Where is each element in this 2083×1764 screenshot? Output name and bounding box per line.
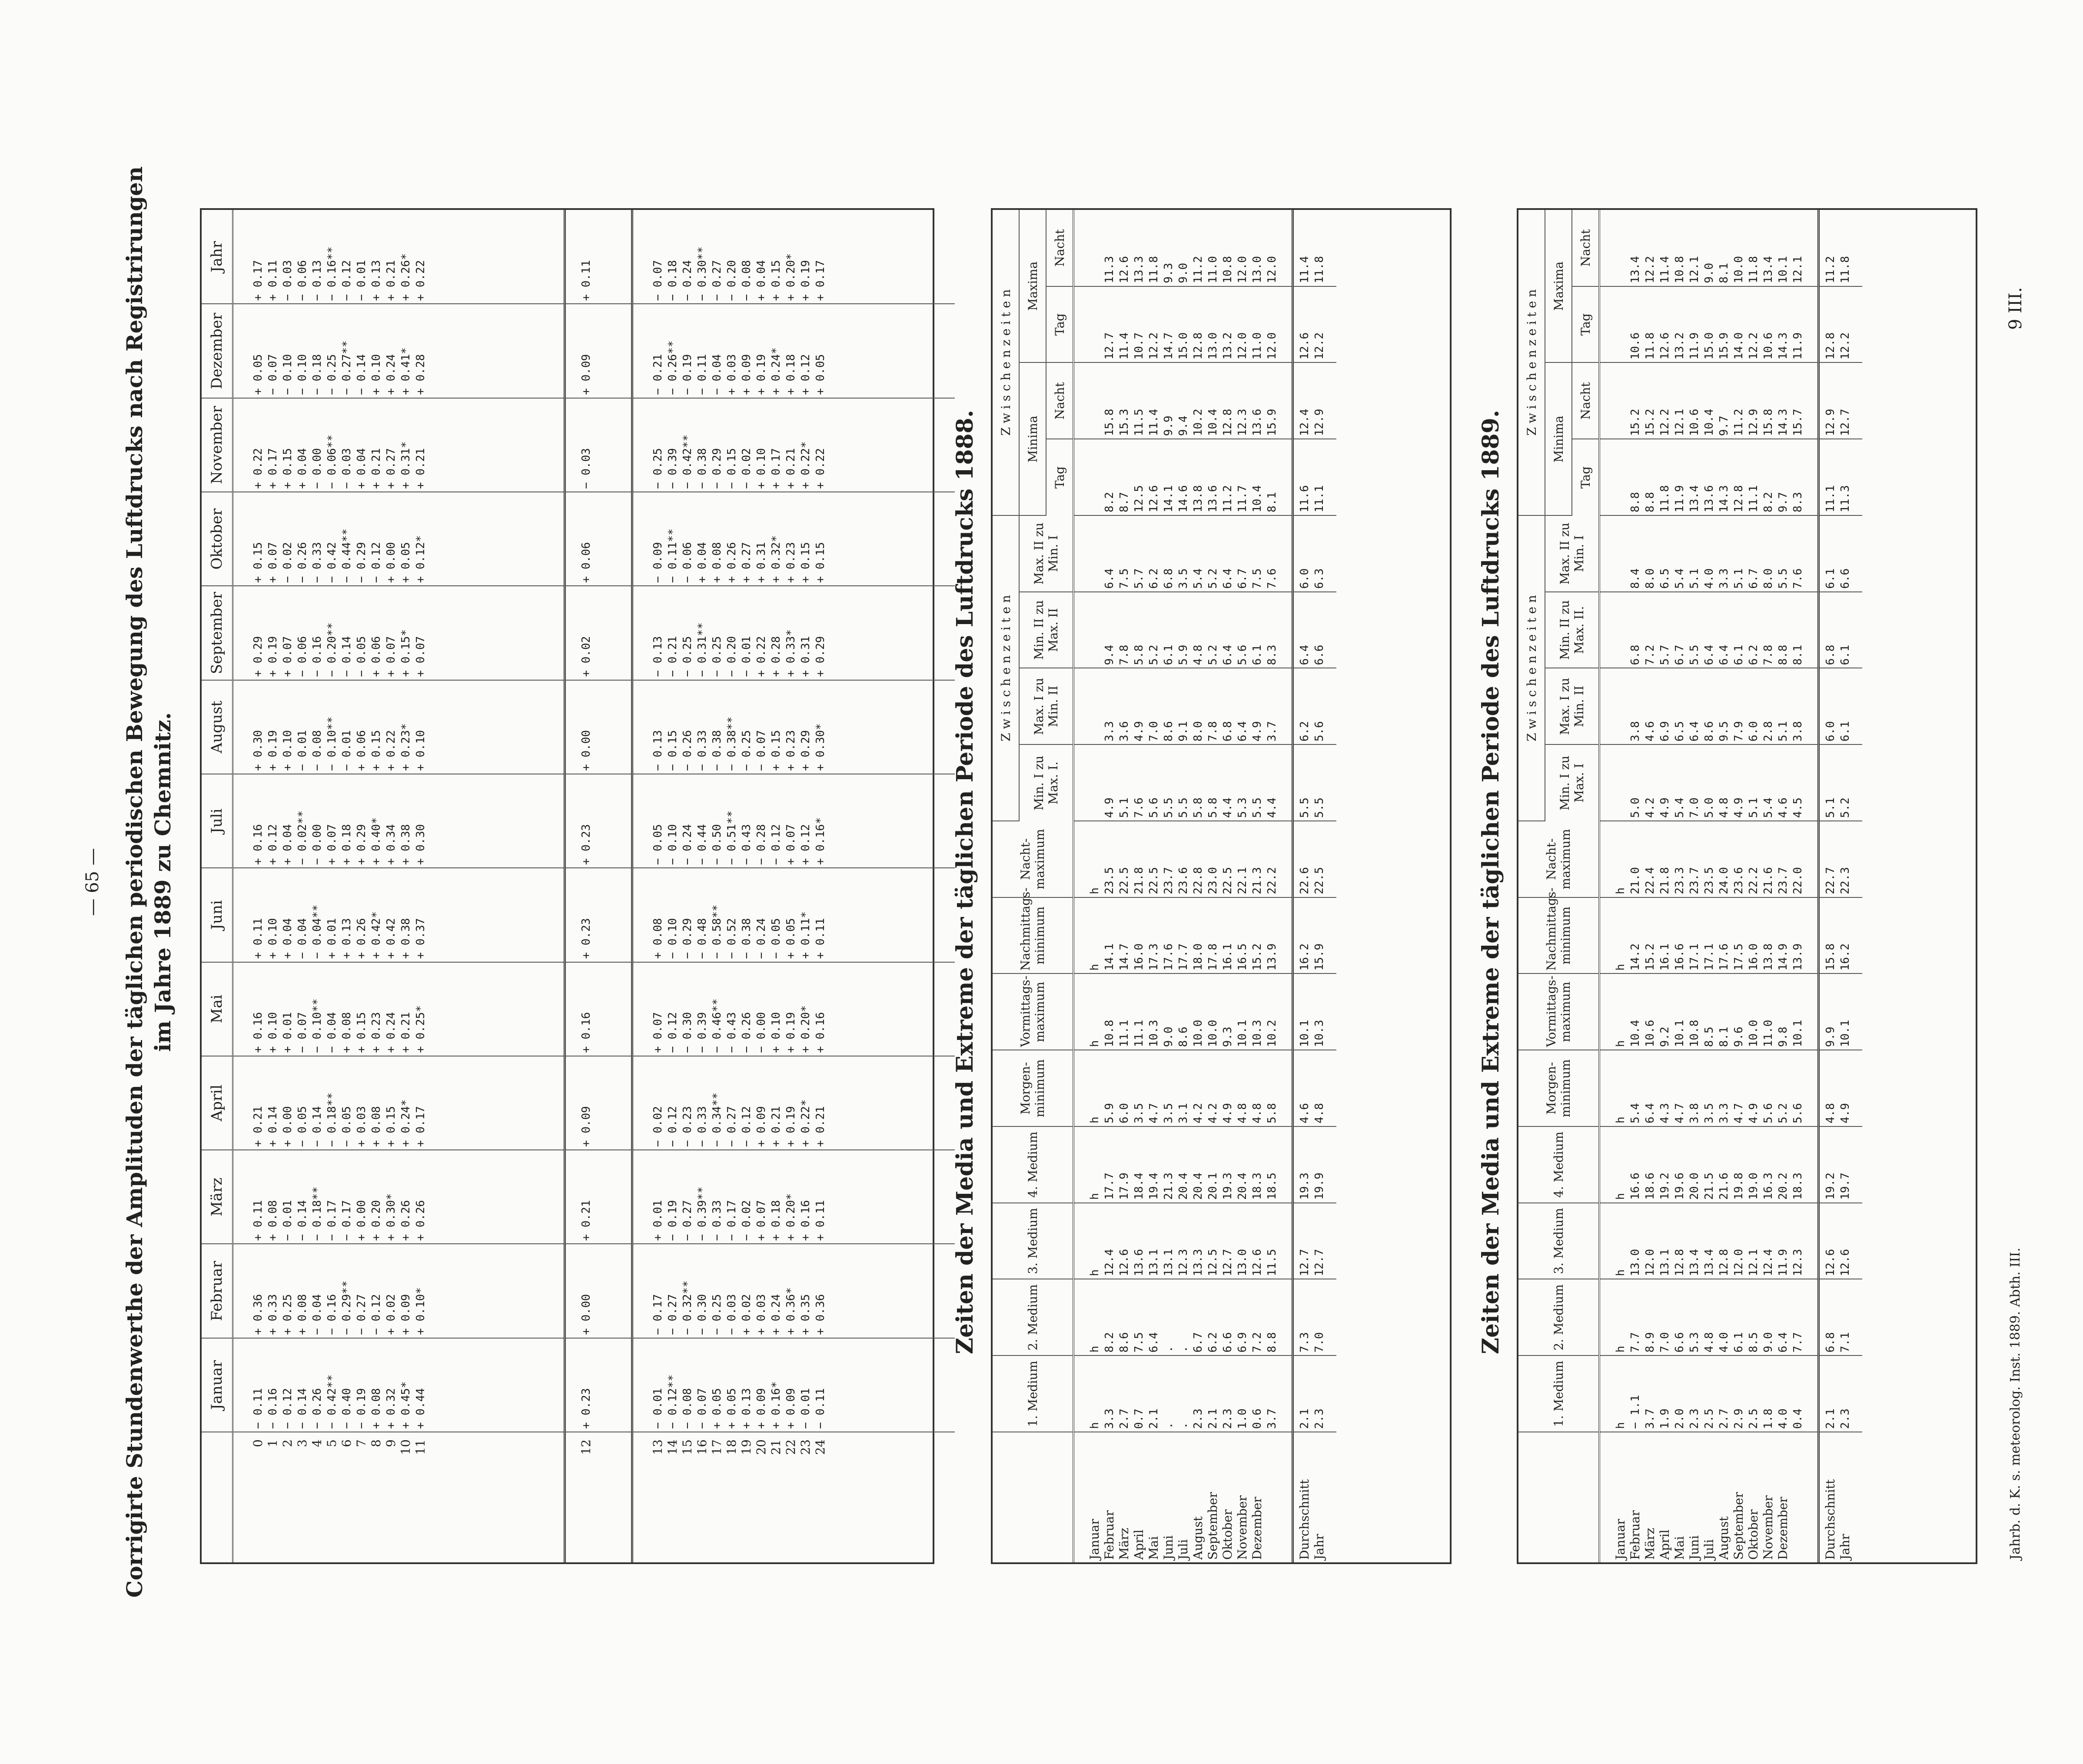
zwischenzeiten-header: Z w i s c h e n z e i t e n — [993, 210, 1019, 515]
col-header: 4. Medium — [993, 1126, 1073, 1203]
col-header: Max. I zu Min. II — [1545, 668, 1599, 745]
summary-cell: 6.8 7.1 — [1819, 1279, 1863, 1356]
data-cell: + 0.09 — [565, 1056, 632, 1150]
col-header: November — [202, 398, 233, 492]
data-cell: − 0.17 − 0.27 − 0.32** − 0.30 − 0.25 − 0.03 + 0.02 + 0.03 + 0.24 + 0.36* + 0.35 + 0.36 — [632, 1244, 955, 1338]
data-cell: + 0.08 − 0.10 − 0.29 − 0.48 − 0.58** − 0.52 − 0.38 − 0.24 − 0.05 + 0.05 + 0.11* + 0.11 — [632, 868, 955, 962]
zwischenzeiten-header: Z w i s c h e n z e i t e n — [1518, 515, 1545, 821]
data-cell: + 0.15 + 0.07 − 0.02 − 0.26 − 0.33 − 0.42 − 0.44** − 0.29 − 0.12 + 0.00 + 0.05 + 0.12* — [233, 492, 565, 586]
data-cell: − 0.13 − 0.15 − 0.26 − 0.33 − 0.38 − 0.38** − 0.25 − 0.07 + 0.15 + 0.23 + 0.29 + 0.30* — [632, 680, 955, 774]
col-header: Tag — [1046, 439, 1073, 515]
col-header: 2. Medium — [993, 1279, 1073, 1356]
data-cell: + 0.07 − 0.12 − 0.30 − 0.39 − 0.46** − 0.43 − 0.26 − 0.00 + 0.10 + 0.19 + 0.20* + 0.16 — [632, 962, 955, 1056]
summary-cell: 11.4 11.8 — [1293, 210, 1337, 286]
minima-header: Minima — [1019, 363, 1046, 516]
hour-12: 12 — [565, 1432, 632, 1562]
data-cell: h 23.5 22.5 21.8 22.5 23.7 23.6 22.8 23.0 22.5 22.1 21.3 22.2 — [1073, 821, 1293, 897]
data-cell: 3.8 4.6 6.9 6.5 6.4 8.6 9.5 7.9 6.0 2.8 5.1 3.8 — [1599, 668, 1819, 745]
summary-cell: 6.1 6.6 — [1819, 515, 1863, 592]
data-cell: + 0.00 — [565, 1244, 632, 1338]
hour-column-header — [202, 1432, 233, 1562]
col-header: Morgen-minimum — [993, 1050, 1073, 1126]
summary-cell: 15.8 16.2 — [1819, 897, 1863, 974]
data-cell: − 0.13 − 0.21 − 0.25 − 0.31** − 0.25 − 0.20 − 0.01 + 0.22 + 0.28 + 0.33* + 0.31 + 0.29 — [632, 586, 955, 680]
month-labels: Januar Februar März April Mai Juni Juli August September Oktober November Dezember — [1087, 1492, 1264, 1560]
summary-cell: 11.1 11.3 — [1819, 439, 1863, 515]
signature-mark: 9 III. — [2006, 287, 2026, 330]
data-cell: − 0.21 − 0.26** − 0.19 − 0.11 − 0.04 + 0.03 + 0.09 + 0.19 + 0.24* + 0.18 + 0.12 + 0.05 — [632, 304, 955, 398]
col-header: Max. II zu Min. I — [1545, 515, 1599, 592]
summary-cell: 4.6 4.8 — [1293, 1050, 1337, 1126]
col-header: Vormittags-maximum — [993, 974, 1073, 1050]
data-cell: − 0.09 − 0.11** − 0.06 + 0.04 + 0.08 + 0.26 + 0.27 + 0.31 + 0.32* + 0.23 + 0.15 + 0.15 — [632, 492, 955, 586]
col-header: Nachmittags-minimum — [993, 897, 1073, 974]
data-cell: 12.7 11.4 10.7 12.2 14.7 15.0 12.8 13.0 13.2 12.0 11.0 12.0 — [1073, 286, 1293, 363]
data-cell: − 0.01 − 0.12** − 0.08 − 0.07 + 0.05 + 0.05 + 0.13 + 0.09 + 0.16* + 0.09 − 0.01 − 0.11 — [632, 1338, 955, 1432]
col-header: März — [202, 1150, 233, 1244]
data-cell: h 12.4 12.6 13.6 13.1 13.1 12.3 13.3 12.5 12.7 13.0 12.6 11.5 — [1073, 1203, 1293, 1279]
month-column-header — [1518, 1432, 1599, 1562]
data-cell: + 0.23 — [565, 774, 632, 868]
data-cell: − 0.05 − 0.10 − 0.24 − 0.44 − 0.50 − 0.51** − 0.43 − 0.28 − 0.12 + 0.07 + 0.12 + 0.16* — [632, 774, 955, 868]
data-cell: h 8.2 8.6 7.5 6.4 . . 6.7 6.2 6.6 6.9 7.2 8.8 — [1073, 1279, 1293, 1356]
data-cell: + 0.16 + 0.10 + 0.01 − 0.07 − 0.10** − 0.04 + 0.08 + 0.15 + 0.23 + 0.24 + 0.21 + 0.25* — [233, 962, 565, 1056]
col-header: Min. I zu Max. I. — [1019, 744, 1073, 821]
summary-cell: 11.6 11.1 — [1293, 439, 1337, 515]
data-cell: 8.2 8.7 12.5 12.6 14.1 14.6 13.8 13.6 11.2 11.7 10.4 8.1 — [1073, 439, 1293, 515]
data-cell: + 0.23 — [565, 868, 632, 962]
col-header: Januar — [202, 1338, 233, 1432]
col-header: Jahr — [202, 210, 233, 304]
col-header: Tag — [1046, 286, 1073, 363]
data-cell: 11.3 12.6 13.3 11.8 9.3 9.0 11.2 11.0 10.8 12.0 13.0 12.0 — [1073, 210, 1293, 286]
col-header: 3. Medium — [993, 1203, 1073, 1279]
data-cell: + 0.01 − 0.19 − 0.27 − 0.39** − 0.33 − 0.17 − 0.02 + 0.07 + 0.18 + 0.20* + 0.16 + 0.11 — [632, 1150, 955, 1244]
col-header: Nachmittags-minimum — [1518, 897, 1599, 974]
data-cell: 6.8 7.2 5.7 6.7 5.5 6.4 6.4 6.1 6.2 7.8 8.8 8.1 — [1599, 592, 1819, 668]
data-cell: 9.4 7.8 5.8 5.2 6.1 5.9 4.8 5.2 6.4 5.6 6.1 8.3 — [1073, 592, 1293, 668]
data-cell: h 3.3 2.7 0.7 2.1 . . 2.3 2.1 2.3 1.0 0.6 3.7 — [1073, 1355, 1293, 1432]
col-header: Morgen-minimum — [1518, 1050, 1599, 1126]
summary-cell: 5.1 5.2 — [1819, 744, 1863, 821]
summary-cell: 12.4 12.9 — [1293, 363, 1337, 439]
col-header: Tag — [1572, 286, 1599, 363]
data-cell: + 0.22 + 0.17 + 0.15 + 0.04 − 0.00 − 0.06** − 0.03 + 0.04 + 0.21 + 0.27 + 0.31* + 0.21 — [233, 398, 565, 492]
summary-cell: 12.6 12.2 — [1293, 286, 1337, 363]
col-header: September — [202, 586, 233, 680]
data-cell: 3.3 3.6 4.9 7.0 8.6 9.1 8.0 7.8 6.8 6.4 4.9 3.7 — [1073, 668, 1293, 745]
col-header: Nacht — [1572, 210, 1599, 286]
summary-cell: 19.3 19.9 — [1293, 1126, 1337, 1203]
data-cell: 10.6 11.8 12.6 13.2 11.9 15.0 15.9 14.0 12.2 10.6 14.3 11.9 — [1599, 286, 1819, 363]
summary-cell: 5.5 5.5 — [1293, 744, 1337, 821]
data-cell: h − 1.1 3.7 1.9 2.0 2.3 2.5 2.7 2.9 2.5 1.8 4.0 0.4 — [1599, 1355, 1819, 1432]
table1-title: Corrigirte Stundenwerthe der Amplituden der täglichen periodischen Bewegung des Luftdrucks nach Registrirungen — [122, 166, 147, 1598]
data-cell: 15.2 15.2 12.2 12.1 10.6 10.4 9.7 11.2 12.9 15.8 14.3 15.7 — [1599, 363, 1819, 439]
data-cell: + 0.29 + 0.19 + 0.07 − 0.06 − 0.16 − 0.20** − 0.14 − 0.05 + 0.06 + 0.07 + 0.15* + 0.07 — [233, 586, 565, 680]
summary-cell: 22.7 22.3 — [1819, 821, 1863, 897]
data-cell: + 0.09 — [565, 304, 632, 398]
data-cell: − 0.02 − 0.12 − 0.23 − 0.33 − 0.34** − 0.27 − 0.12 + 0.09 + 0.21 + 0.19 + 0.22* + 0.21 — [632, 1056, 955, 1150]
col-header: Min. I zu Max. I — [1545, 744, 1599, 821]
minima-header: Minima — [1545, 363, 1572, 516]
data-cell: h 21.0 22.4 21.8 23.3 23.7 23.5 24.0 23.6 22.2 21.6 23.7 22.0 — [1599, 821, 1819, 897]
table1-amplitudes — [200, 208, 934, 1564]
data-cell: h 10.8 11.1 11.1 10.3 9.0 8.6 10.0 10.0 9.3 10.1 10.3 10.2 — [1073, 974, 1293, 1050]
summary-cell: 16.2 15.9 — [1293, 897, 1337, 974]
data-cell: h 7.7 8.9 7.0 6.6 5.3 4.8 4.0 6.1 8.5 9.0 6.4 7.7 — [1599, 1279, 1819, 1356]
data-cell: 15.8 15.3 11.5 11.4 9.9 9.4 10.2 10.4 12.8 12.3 13.6 15.9 — [1073, 363, 1293, 439]
page-number: — 65 — — [83, 848, 103, 916]
summary-cell: 6.4 6.6 — [1293, 592, 1337, 668]
month-column-header — [993, 1432, 1073, 1562]
col-header: Nacht — [1046, 210, 1073, 286]
summary-cell: 6.0 6.3 — [1293, 515, 1337, 592]
data-cell: 8.4 8.0 6.5 5.4 5.1 4.0 3.3 5.1 6.7 8.0 5.5 7.6 — [1599, 515, 1819, 592]
data-cell: + 0.11 + 0.08 − 0.01 − 0.14 − 0.18** − 0.17 − 0.17 + 0.00 + 0.20 + 0.30* + 0.26 + 0.26 — [233, 1150, 565, 1244]
summary-cell: 22.6 22.5 — [1293, 821, 1337, 897]
table2-media-extreme-1888 — [991, 208, 1452, 1564]
source-footnote: Jahrb. d. K. s. meteorolog. Inst. 1889. Abth. III. — [2008, 1247, 2023, 1560]
data-cell: + 0.21 — [565, 1150, 632, 1244]
maxima-header: Maxima — [1019, 210, 1046, 363]
col-header: 2. Medium — [1518, 1279, 1599, 1356]
data-cell: − 0.03 — [565, 398, 632, 492]
summary-labels: Durchschnitt Jahr — [1293, 1432, 1337, 1562]
col-header: Februar — [202, 1244, 233, 1338]
summary-cell: 2.1 2.3 — [1293, 1355, 1337, 1432]
data-cell: h 13.0 12.0 13.1 12.8 13.4 13.4 12.8 12.0 12.1 12.4 11.9 12.3 — [1599, 1203, 1819, 1279]
data-cell: h 5.9 6.0 3.5 4.7 3.5 3.1 4.2 4.2 4.9 4.8 4.8 5.8 — [1073, 1050, 1293, 1126]
summary-cell: 11.2 11.8 — [1819, 210, 1863, 286]
col-header: Max. I zu Min. II — [1019, 668, 1073, 745]
summary-labels: Durchschnitt Jahr — [1819, 1432, 1863, 1562]
summary-cell: 6.8 6.1 — [1819, 592, 1863, 668]
col-header: Max. II zu Min. I — [1019, 515, 1073, 592]
data-cell: 5.0 4.2 4.9 5.4 7.0 5.0 4.8 4.9 5.1 5.4 4.6 4.5 — [1599, 744, 1819, 821]
col-header: Nacht — [1572, 363, 1599, 439]
table1-subtitle: im Jahre 1889 zu Chemnitz. — [150, 712, 176, 1052]
col-header: Oktober — [202, 492, 233, 586]
data-cell: h 17.7 17.9 18.4 19.4 21.3 20.4 20.4 20.1 19.3 20.4 18.3 18.5 — [1073, 1126, 1293, 1203]
data-cell: + 0.16 — [565, 962, 632, 1056]
data-cell: + 0.05 − 0.07 − 0.10 − 0.10 − 0.18 − 0.25 − 0.27** − 0.14 + 0.10 + 0.24 + 0.41* + 0.28 — [233, 304, 565, 398]
data-cell: + 0.36 + 0.33 + 0.25 + 0.08 − 0.04 − 0.16 − 0.29** − 0.27 − 0.12 + 0.02 + 0.09 + 0.10* — [233, 1244, 565, 1338]
summary-cell: 7.3 7.0 — [1293, 1279, 1337, 1356]
data-cell: + 0.11 — [565, 210, 632, 304]
summary-cell: 12.9 12.7 — [1819, 363, 1863, 439]
data-cell: h 16.6 18.6 19.2 19.6 20.0 21.5 21.6 19.8 19.0 16.3 20.2 18.3 — [1599, 1126, 1819, 1203]
data-cell: + 0.17 + 0.11 − 0.03 − 0.06 − 0.13 − 0.16** − 0.12 − 0.01 + 0.13 + 0.21 + 0.26* + 0.22 — [233, 210, 565, 304]
col-header: Nacht-maximum — [1518, 821, 1599, 897]
data-cell: − 0.11 − 0.16 − 0.12 − 0.14 − 0.26 − 0.42** − 0.40 − 0.19 + 0.08 + 0.32 + 0.45* + 0.44 — [233, 1338, 565, 1432]
col-header: Min. II zu Max. II — [1019, 592, 1073, 668]
col-header: Min. II zu Max. II. — [1545, 592, 1599, 668]
col-header: Nacht — [1046, 363, 1073, 439]
summary-cell: 12.8 12.2 — [1819, 286, 1863, 363]
data-cell: 8.8 8.8 11.8 11.9 13.4 13.6 14.3 12.8 11.1 8.2 9.7 8.3 — [1599, 439, 1819, 515]
col-header: Nacht-maximum — [993, 821, 1073, 897]
col-header: Vormittags-maximum — [1518, 974, 1599, 1050]
table3-title: Zeiten der Media und Extreme der täglichen Periode des Luftdrucks 1889. — [1478, 410, 1504, 1354]
col-header: 3. Medium — [1518, 1203, 1599, 1279]
maxima-header: Maxima — [1545, 210, 1572, 363]
table2-title: Zeiten der Media und Extreme der täglichen Periode des Luftdrucks 1888. — [952, 410, 978, 1354]
summary-cell: 19.2 19.7 — [1819, 1126, 1863, 1203]
data-cell: + 0.16 + 0.12 + 0.04 − 0.02** − 0.00 + 0.07 + 0.18 + 0.29 + 0.40* + 0.34 + 0.38 + 0.30 — [233, 774, 565, 868]
data-cell: − 0.07 − 0.18 − 0.24 − 0.30** − 0.27 − 0.20 − 0.08 + 0.04 + 0.15 + 0.20* + 0.19 + 0.17 — [632, 210, 955, 304]
zwischenzeiten-header: Z w i s c h e n z e i t e n — [993, 515, 1019, 821]
data-cell: + 0.00 — [565, 680, 632, 774]
data-cell: + 0.06 — [565, 492, 632, 586]
summary-cell: 4.8 4.9 — [1819, 1050, 1863, 1126]
summary-cell: 12.7 12.7 — [1293, 1203, 1337, 1279]
month-labels: Januar Februar März April Mai Juni Juli August September Oktober November Dezember — [1613, 1492, 1790, 1560]
summary-cell: 6.2 5.6 — [1293, 668, 1337, 745]
col-header: August — [202, 680, 233, 774]
col-header: Tag — [1572, 439, 1599, 515]
data-cell: h 10.4 10.6 9.2 10.1 10.8 8.5 8.1 9.6 10.0 11.0 9.8 10.1 — [1599, 974, 1819, 1050]
data-cell: + 0.11 + 0.10 + 0.04 − 0.04 − 0.04** + 0.01 + 0.13 + 0.26 + 0.42* + 0.42 + 0.38 + 0.37 — [233, 868, 565, 962]
hours-13-24: 13 14 15 16 17 18 19 20 21 22 23 24 — [632, 1432, 955, 1562]
data-cell: + 0.30 + 0.19 + 0.10 − 0.01 − 0.08 − 0.10** − 0.01 + 0.06 + 0.15 + 0.22 + 0.23* + 0.10 — [233, 680, 565, 774]
data-cell: h 14.1 14.7 16.0 17.3 17.6 17.7 18.0 17.8 16.1 16.5 15.2 13.9 — [1073, 897, 1293, 974]
summary-cell: 10.1 10.3 — [1293, 974, 1337, 1050]
table3-media-extreme-1889 — [1517, 208, 1977, 1564]
col-header: Mai — [202, 962, 233, 1056]
hours-0-11: 0 1 2 3 4 5 6 7 8 9 10 11 — [251, 1439, 428, 1455]
data-cell: 4.9 5.1 7.6 5.6 5.5 5.5 5.8 5.8 4.4 5.3 5.5 4.4 — [1073, 744, 1293, 821]
data-cell: + 0.23 — [565, 1338, 632, 1432]
summary-cell: 12.6 12.6 — [1819, 1203, 1863, 1279]
col-header: Dezember — [202, 304, 233, 398]
zwischenzeiten-header: Z w i s c h e n z e i t e n — [1518, 210, 1545, 515]
data-cell: h 14.2 15.2 16.1 16.6 17.1 17.1 17.6 17.5 16.0 13.8 14.9 13.9 — [1599, 897, 1819, 974]
data-cell: − 0.25 − 0.39 − 0.42** − 0.38 − 0.29 − 0.15 − 0.02 + 0.10 + 0.17 + 0.21 + 0.22* + 0.22 — [632, 398, 955, 492]
col-header: 4. Medium — [1518, 1126, 1599, 1203]
summary-cell: 2.1 2.3 — [1819, 1355, 1863, 1432]
data-cell: 6.4 7.5 5.7 6.2 6.8 3.5 5.4 5.2 6.4 6.7 7.5 7.6 — [1073, 515, 1293, 592]
col-header: April — [202, 1056, 233, 1150]
col-header: Juli — [202, 774, 233, 868]
col-header: 1. Medium — [1518, 1355, 1599, 1432]
data-cell: 13.4 12.2 11.4 10.8 12.1 9.0 8.1 10.0 11.8 13.4 10.1 12.1 — [1599, 210, 1819, 286]
data-cell: h 5.4 6.4 4.3 4.7 3.8 3.5 3.3 4.7 4.9 5.6 5.2 5.6 — [1599, 1050, 1819, 1126]
col-header: 1. Medium — [993, 1355, 1073, 1432]
data-cell: + 0.02 — [565, 586, 632, 680]
summary-cell: 6.0 6.1 — [1819, 668, 1863, 745]
data-cell: + 0.21 + 0.14 + 0.00 − 0.05 − 0.14 − 0.18** − 0.05 + 0.03 + 0.08 + 0.15 + 0.24* + 0.17 — [233, 1056, 565, 1150]
summary-cell: 9.9 10.1 — [1819, 974, 1863, 1050]
col-header: Juni — [202, 868, 233, 962]
